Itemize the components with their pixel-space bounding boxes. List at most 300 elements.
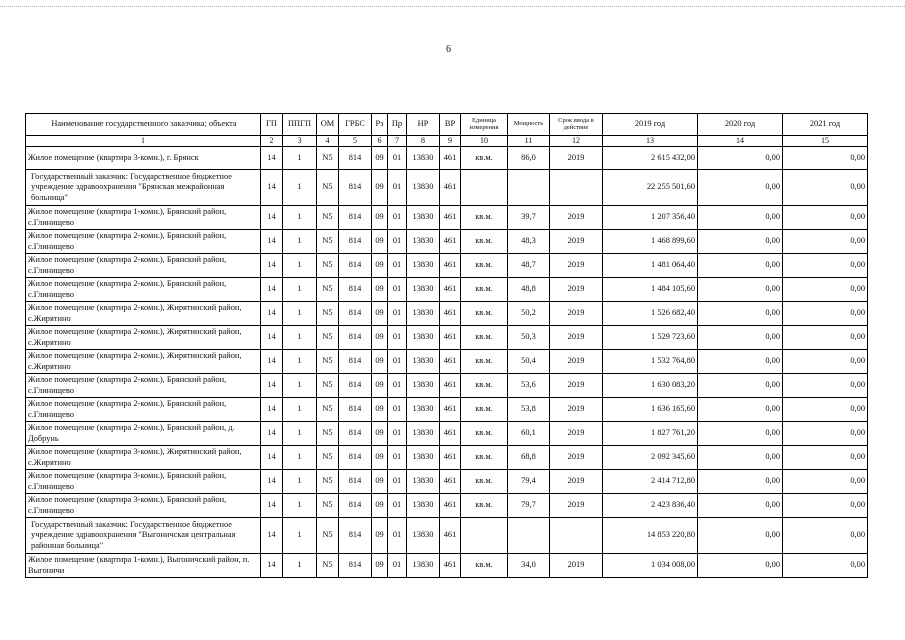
col-number: 5 bbox=[339, 136, 372, 147]
col-number: 9 bbox=[440, 136, 461, 147]
cell-2020: 0,00 bbox=[698, 278, 783, 302]
col-number: 13 bbox=[603, 136, 698, 147]
cell-pr: 01 bbox=[388, 494, 407, 518]
cell-om: N5 bbox=[317, 170, 339, 206]
cell-gp: 14 bbox=[261, 147, 283, 170]
header-term: Срок ввода в действие bbox=[550, 114, 603, 136]
cell-name: Жилое помещение (квартира 2-комн.), Брянский район, с.Глинищево bbox=[26, 254, 261, 278]
header-ppgp: ППГП bbox=[283, 114, 317, 136]
cell-2021: 0,00 bbox=[783, 170, 868, 206]
cell-unit: кв.м. bbox=[461, 422, 508, 446]
cell-unit: кв.м. bbox=[461, 206, 508, 230]
cell-name: Государственный заказчик: Государственное бюджетное учреждение здравоохранения "Выгоничская центральная районная больница" bbox=[26, 518, 261, 554]
cell-2020: 0,00 bbox=[698, 254, 783, 278]
cell-power bbox=[508, 518, 550, 554]
cell-grbs: 814 bbox=[339, 554, 372, 578]
table-row bbox=[26, 470, 868, 494]
cell-ppgp: 1 bbox=[283, 422, 317, 446]
cell-2021: 0,00 bbox=[783, 422, 868, 446]
col-number: 8 bbox=[407, 136, 440, 147]
col-number: 4 bbox=[317, 136, 339, 147]
cell-2020: 0,00 bbox=[698, 470, 783, 494]
cell-unit bbox=[461, 518, 508, 554]
cell-term: 2019 bbox=[550, 470, 603, 494]
cell-rz: 09 bbox=[372, 278, 388, 302]
cell-gp: 14 bbox=[261, 254, 283, 278]
table-row bbox=[26, 147, 868, 170]
table-row bbox=[26, 398, 868, 422]
cell-ppgp: 1 bbox=[283, 147, 317, 170]
cell-ppgp: 1 bbox=[283, 302, 317, 326]
col-number: 15 bbox=[783, 136, 868, 147]
cell-2019: 2 414 712,80 bbox=[603, 470, 698, 494]
cell-name: Жилое помещение (квартира 2-комн.), Брянский район, д. Добрунь bbox=[26, 422, 261, 446]
table-row bbox=[26, 374, 868, 398]
cell-term: 2019 bbox=[550, 446, 603, 470]
header-grbs: ГРБС bbox=[339, 114, 372, 136]
cell-pr: 01 bbox=[388, 350, 407, 374]
cell-om: N5 bbox=[317, 398, 339, 422]
cell-2019: 1 636 165,60 bbox=[603, 398, 698, 422]
cell-2021: 0,00 bbox=[783, 446, 868, 470]
cell-2020: 0,00 bbox=[698, 554, 783, 578]
cell-gp: 14 bbox=[261, 302, 283, 326]
header-2021: 2021 год bbox=[783, 114, 868, 136]
cell-rz: 09 bbox=[372, 554, 388, 578]
page-number: 6 bbox=[446, 44, 451, 55]
cell-om: N5 bbox=[317, 147, 339, 170]
cell-ppgp: 1 bbox=[283, 446, 317, 470]
cell-vr: 461 bbox=[440, 254, 461, 278]
col-number: 7 bbox=[388, 136, 407, 147]
cell-nr: 13830 bbox=[407, 230, 440, 254]
cell-pr: 01 bbox=[388, 398, 407, 422]
cell-rz: 09 bbox=[372, 374, 388, 398]
cell-rz: 09 bbox=[372, 422, 388, 446]
cell-unit: кв.м. bbox=[461, 398, 508, 422]
cell-ppgp: 1 bbox=[283, 230, 317, 254]
cell-rz: 09 bbox=[372, 326, 388, 350]
cell-name: Жилое помещение (квартира 2-комн.), Брянский район, с.Глинищево bbox=[26, 374, 261, 398]
cell-2019: 1 529 723,60 bbox=[603, 326, 698, 350]
cell-2021: 0,00 bbox=[783, 254, 868, 278]
cell-term: 2019 bbox=[550, 398, 603, 422]
cell-gp: 14 bbox=[261, 170, 283, 206]
col-number: 2 bbox=[261, 136, 283, 147]
cell-unit: кв.м. bbox=[461, 470, 508, 494]
cell-term: 2019 bbox=[550, 147, 603, 170]
cell-nr: 13830 bbox=[407, 254, 440, 278]
cell-grbs: 814 bbox=[339, 206, 372, 230]
col-number: 14 bbox=[698, 136, 783, 147]
cell-grbs: 814 bbox=[339, 374, 372, 398]
cell-rz: 09 bbox=[372, 147, 388, 170]
cell-vr: 461 bbox=[440, 374, 461, 398]
cell-gp: 14 bbox=[261, 278, 283, 302]
cell-unit bbox=[461, 170, 508, 206]
cell-2019: 14 853 220,80 bbox=[603, 518, 698, 554]
cell-grbs: 814 bbox=[339, 170, 372, 206]
header-name: Наименование государственного заказчика; объекта bbox=[26, 114, 261, 136]
cell-power: 48,7 bbox=[508, 254, 550, 278]
cell-power: 86,0 bbox=[508, 147, 550, 170]
table-body bbox=[26, 147, 868, 578]
header-unit: Единица измерения bbox=[461, 114, 508, 136]
cell-2020: 0,00 bbox=[698, 374, 783, 398]
cell-unit: кв.м. bbox=[461, 326, 508, 350]
cell-unit: кв.м. bbox=[461, 446, 508, 470]
cell-gp: 14 bbox=[261, 326, 283, 350]
cell-ppgp: 1 bbox=[283, 254, 317, 278]
cell-2019: 1 034 008,00 bbox=[603, 554, 698, 578]
cell-power: 34,0 bbox=[508, 554, 550, 578]
cell-2019: 22 255 501,60 bbox=[603, 170, 698, 206]
cell-pr: 01 bbox=[388, 470, 407, 494]
cell-name: Жилое помещение (квартира 2-комн.), Брянский район, с.Глинищево bbox=[26, 230, 261, 254]
cell-gp: 14 bbox=[261, 398, 283, 422]
col-number: 6 bbox=[372, 136, 388, 147]
table-row bbox=[26, 254, 868, 278]
table-row bbox=[26, 554, 868, 578]
cell-nr: 13830 bbox=[407, 422, 440, 446]
table-row bbox=[26, 494, 868, 518]
cell-2020: 0,00 bbox=[698, 170, 783, 206]
cell-om: N5 bbox=[317, 470, 339, 494]
header-power: Мощность bbox=[508, 114, 550, 136]
cell-nr: 13830 bbox=[407, 302, 440, 326]
header-2019: 2019 год bbox=[603, 114, 698, 136]
cell-term: 2019 bbox=[550, 422, 603, 446]
cell-power: 48,8 bbox=[508, 278, 550, 302]
cell-2020: 0,00 bbox=[698, 494, 783, 518]
cell-om: N5 bbox=[317, 278, 339, 302]
cell-grbs: 814 bbox=[339, 398, 372, 422]
cell-term: 2019 bbox=[550, 374, 603, 398]
cell-vr: 461 bbox=[440, 278, 461, 302]
cell-grbs: 814 bbox=[339, 470, 372, 494]
cell-name: Жилое помещение (квартира 3-комн.), г. Брянск bbox=[26, 147, 261, 170]
cell-vr: 461 bbox=[440, 398, 461, 422]
cell-2021: 0,00 bbox=[783, 326, 868, 350]
budget-table bbox=[25, 113, 868, 578]
cell-grbs: 814 bbox=[339, 494, 372, 518]
cell-grbs: 814 bbox=[339, 230, 372, 254]
cell-unit: кв.м. bbox=[461, 494, 508, 518]
cell-vr: 461 bbox=[440, 350, 461, 374]
cell-pr: 01 bbox=[388, 326, 407, 350]
cell-name: Жилое помещение (квартира 2-комн.), Брянский район, с.Глинищево bbox=[26, 398, 261, 422]
cell-nr: 13830 bbox=[407, 278, 440, 302]
cell-nr: 13830 bbox=[407, 470, 440, 494]
cell-gp: 14 bbox=[261, 446, 283, 470]
cell-vr: 461 bbox=[440, 494, 461, 518]
cell-term: 2019 bbox=[550, 230, 603, 254]
cell-2019: 1 207 356,40 bbox=[603, 206, 698, 230]
cell-nr: 13830 bbox=[407, 147, 440, 170]
cell-term bbox=[550, 170, 603, 206]
cell-rz: 09 bbox=[372, 446, 388, 470]
cell-gp: 14 bbox=[261, 494, 283, 518]
cell-2019: 2 615 432,00 bbox=[603, 147, 698, 170]
cell-2020: 0,00 bbox=[698, 326, 783, 350]
cell-unit: кв.м. bbox=[461, 350, 508, 374]
col-number: 1 bbox=[26, 136, 261, 147]
header-om: ОМ bbox=[317, 114, 339, 136]
table-row bbox=[26, 446, 868, 470]
cell-rz: 09 bbox=[372, 350, 388, 374]
cell-rz: 09 bbox=[372, 206, 388, 230]
cell-2020: 0,00 bbox=[698, 230, 783, 254]
cell-2019: 1 526 682,40 bbox=[603, 302, 698, 326]
table-row bbox=[26, 230, 868, 254]
cell-vr: 461 bbox=[440, 554, 461, 578]
cell-nr: 13830 bbox=[407, 374, 440, 398]
cell-2021: 0,00 bbox=[783, 374, 868, 398]
cell-om: N5 bbox=[317, 554, 339, 578]
cell-gp: 14 bbox=[261, 422, 283, 446]
cell-om: N5 bbox=[317, 494, 339, 518]
cell-gp: 14 bbox=[261, 350, 283, 374]
cell-vr: 461 bbox=[440, 470, 461, 494]
cell-2020: 0,00 bbox=[698, 206, 783, 230]
cell-grbs: 814 bbox=[339, 302, 372, 326]
cell-gp: 14 bbox=[261, 518, 283, 554]
cell-rz: 09 bbox=[372, 302, 388, 326]
cell-vr: 461 bbox=[440, 230, 461, 254]
cell-2020: 0,00 bbox=[698, 302, 783, 326]
table-row bbox=[26, 278, 868, 302]
cell-om: N5 bbox=[317, 254, 339, 278]
header-gp: ГП bbox=[261, 114, 283, 136]
cell-2019: 1 827 761,20 bbox=[603, 422, 698, 446]
cell-unit: кв.м. bbox=[461, 554, 508, 578]
cell-nr: 13830 bbox=[407, 446, 440, 470]
cell-om: N5 bbox=[317, 206, 339, 230]
cell-unit: кв.м. bbox=[461, 147, 508, 170]
cell-rz: 09 bbox=[372, 470, 388, 494]
cell-term: 2019 bbox=[550, 326, 603, 350]
cell-term bbox=[550, 518, 603, 554]
cell-pr: 01 bbox=[388, 230, 407, 254]
cell-grbs: 814 bbox=[339, 422, 372, 446]
cell-term: 2019 bbox=[550, 206, 603, 230]
header-2020: 2020 год bbox=[698, 114, 783, 136]
cell-name: Государственный заказчик: Государственное бюджетное учреждение здравоохранения "Брянская межрайонная больница" bbox=[26, 170, 261, 206]
cell-2019: 1 630 083,20 bbox=[603, 374, 698, 398]
cell-unit: кв.м. bbox=[461, 230, 508, 254]
cell-pr: 01 bbox=[388, 206, 407, 230]
header-row bbox=[26, 114, 868, 136]
cell-2021: 0,00 bbox=[783, 518, 868, 554]
cell-ppgp: 1 bbox=[283, 554, 317, 578]
cell-ppgp: 1 bbox=[283, 350, 317, 374]
cell-om: N5 bbox=[317, 518, 339, 554]
cell-ppgp: 1 bbox=[283, 494, 317, 518]
table-row bbox=[26, 518, 868, 554]
cell-gp: 14 bbox=[261, 230, 283, 254]
cell-2021: 0,00 bbox=[783, 350, 868, 374]
cell-rz: 09 bbox=[372, 494, 388, 518]
cell-2019: 1 532 764,80 bbox=[603, 350, 698, 374]
cell-ppgp: 1 bbox=[283, 398, 317, 422]
cell-om: N5 bbox=[317, 446, 339, 470]
cell-power: 60,1 bbox=[508, 422, 550, 446]
cell-2021: 0,00 bbox=[783, 278, 868, 302]
cell-2020: 0,00 bbox=[698, 446, 783, 470]
cell-power: 50,2 bbox=[508, 302, 550, 326]
cell-rz: 09 bbox=[372, 254, 388, 278]
cell-nr: 13830 bbox=[407, 326, 440, 350]
cell-vr: 461 bbox=[440, 206, 461, 230]
cell-2020: 0,00 bbox=[698, 147, 783, 170]
cell-om: N5 bbox=[317, 302, 339, 326]
cell-power: 79,4 bbox=[508, 470, 550, 494]
cell-2019: 1 468 899,60 bbox=[603, 230, 698, 254]
cell-grbs: 814 bbox=[339, 350, 372, 374]
cell-power: 53,8 bbox=[508, 398, 550, 422]
cell-2020: 0,00 bbox=[698, 422, 783, 446]
cell-name: Жилое помещение (квартира 2-комн.), Жирятинский район, с.Жирятино bbox=[26, 302, 261, 326]
cell-grbs: 814 bbox=[339, 446, 372, 470]
cell-2019: 2 423 836,40 bbox=[603, 494, 698, 518]
cell-term: 2019 bbox=[550, 350, 603, 374]
cell-rz: 09 bbox=[372, 230, 388, 254]
cell-om: N5 bbox=[317, 422, 339, 446]
table-row bbox=[26, 326, 868, 350]
cell-rz: 09 bbox=[372, 518, 388, 554]
cell-pr: 01 bbox=[388, 278, 407, 302]
cell-power: 53,6 bbox=[508, 374, 550, 398]
cell-ppgp: 1 bbox=[283, 278, 317, 302]
column-number-row bbox=[26, 136, 868, 147]
cell-name: Жилое помещение (квартира 2-комн.), Жирятинский район, с.Жирятино bbox=[26, 350, 261, 374]
cell-nr: 13830 bbox=[407, 494, 440, 518]
cell-grbs: 814 bbox=[339, 518, 372, 554]
cell-pr: 01 bbox=[388, 446, 407, 470]
table-row bbox=[26, 302, 868, 326]
header-pr: Пр bbox=[388, 114, 407, 136]
cell-2020: 0,00 bbox=[698, 398, 783, 422]
cell-gp: 14 bbox=[261, 470, 283, 494]
cell-ppgp: 1 bbox=[283, 374, 317, 398]
col-number: 10 bbox=[461, 136, 508, 147]
cell-vr: 461 bbox=[440, 147, 461, 170]
cell-2021: 0,00 bbox=[783, 230, 868, 254]
cell-2021: 0,00 bbox=[783, 302, 868, 326]
cell-om: N5 bbox=[317, 326, 339, 350]
cell-unit: кв.м. bbox=[461, 254, 508, 278]
table-row bbox=[26, 170, 868, 206]
cell-2019: 1 484 105,60 bbox=[603, 278, 698, 302]
cell-power: 50,3 bbox=[508, 326, 550, 350]
cell-2020: 0,00 bbox=[698, 350, 783, 374]
col-number: 3 bbox=[283, 136, 317, 147]
cell-term: 2019 bbox=[550, 302, 603, 326]
cell-2021: 0,00 bbox=[783, 206, 868, 230]
cell-grbs: 814 bbox=[339, 147, 372, 170]
cell-name: Жилое помещение (квартира 3-комн.), Жирятинский район, с.Жирятино bbox=[26, 446, 261, 470]
cell-grbs: 814 bbox=[339, 278, 372, 302]
table-row bbox=[26, 422, 868, 446]
header-rz: Рз bbox=[372, 114, 388, 136]
cell-grbs: 814 bbox=[339, 326, 372, 350]
cell-pr: 01 bbox=[388, 147, 407, 170]
cell-gp: 14 bbox=[261, 554, 283, 578]
cell-2021: 0,00 bbox=[783, 147, 868, 170]
cell-gp: 14 bbox=[261, 374, 283, 398]
col-number: 11 bbox=[508, 136, 550, 147]
cell-om: N5 bbox=[317, 230, 339, 254]
cell-term: 2019 bbox=[550, 554, 603, 578]
cell-ppgp: 1 bbox=[283, 470, 317, 494]
cell-nr: 13830 bbox=[407, 170, 440, 206]
cell-vr: 461 bbox=[440, 422, 461, 446]
cell-pr: 01 bbox=[388, 422, 407, 446]
cell-pr: 01 bbox=[388, 302, 407, 326]
cell-unit: кв.м. bbox=[461, 278, 508, 302]
cell-power: 50,4 bbox=[508, 350, 550, 374]
cell-2021: 0,00 bbox=[783, 554, 868, 578]
cell-nr: 13830 bbox=[407, 350, 440, 374]
cell-term: 2019 bbox=[550, 278, 603, 302]
col-number: 12 bbox=[550, 136, 603, 147]
cell-name: Жилое помещение (квартира 3-комн.), Брянский район, с.Глинищево bbox=[26, 494, 261, 518]
cell-pr: 01 bbox=[388, 518, 407, 554]
cell-ppgp: 1 bbox=[283, 170, 317, 206]
cell-2019: 1 481 064,40 bbox=[603, 254, 698, 278]
cell-term: 2019 bbox=[550, 494, 603, 518]
cell-2019: 2 092 345,60 bbox=[603, 446, 698, 470]
cell-vr: 461 bbox=[440, 326, 461, 350]
cell-om: N5 bbox=[317, 374, 339, 398]
cell-vr: 461 bbox=[440, 518, 461, 554]
cell-unit: кв.м. bbox=[461, 302, 508, 326]
cell-name: Жилое помещение (квартира 3-комн.), Брянский район, с.Глинищево bbox=[26, 470, 261, 494]
cell-power bbox=[508, 170, 550, 206]
cell-pr: 01 bbox=[388, 374, 407, 398]
cell-term: 2019 bbox=[550, 254, 603, 278]
cell-power: 48,3 bbox=[508, 230, 550, 254]
cell-pr: 01 bbox=[388, 170, 407, 206]
cell-grbs: 814 bbox=[339, 254, 372, 278]
cell-pr: 01 bbox=[388, 254, 407, 278]
cell-vr: 461 bbox=[440, 170, 461, 206]
cell-2021: 0,00 bbox=[783, 398, 868, 422]
cell-rz: 09 bbox=[372, 398, 388, 422]
table-row bbox=[26, 206, 868, 230]
scan-edge-line bbox=[0, 6, 905, 7]
cell-name: Жилое помещение (квартира 1-комн.), Выгоничский район, п. Выгоничи bbox=[26, 554, 261, 578]
cell-ppgp: 1 bbox=[283, 326, 317, 350]
header-nr: НР bbox=[407, 114, 440, 136]
cell-gp: 14 bbox=[261, 206, 283, 230]
cell-name: Жилое помещение (квартира 2-комн.), Брянский район, с.Глинищево bbox=[26, 278, 261, 302]
cell-rz: 09 bbox=[372, 170, 388, 206]
cell-2020: 0,00 bbox=[698, 518, 783, 554]
cell-name: Жилое помещение (квартира 2-комн.), Жирятинский район, с.Жирятино bbox=[26, 326, 261, 350]
cell-power: 68,8 bbox=[508, 446, 550, 470]
cell-ppgp: 1 bbox=[283, 518, 317, 554]
cell-ppgp: 1 bbox=[283, 206, 317, 230]
cell-om: N5 bbox=[317, 350, 339, 374]
cell-vr: 461 bbox=[440, 302, 461, 326]
cell-power: 39,7 bbox=[508, 206, 550, 230]
header-vr: ВР bbox=[440, 114, 461, 136]
cell-nr: 13830 bbox=[407, 398, 440, 422]
cell-nr: 13830 bbox=[407, 518, 440, 554]
cell-power: 79,7 bbox=[508, 494, 550, 518]
cell-2021: 0,00 bbox=[783, 470, 868, 494]
